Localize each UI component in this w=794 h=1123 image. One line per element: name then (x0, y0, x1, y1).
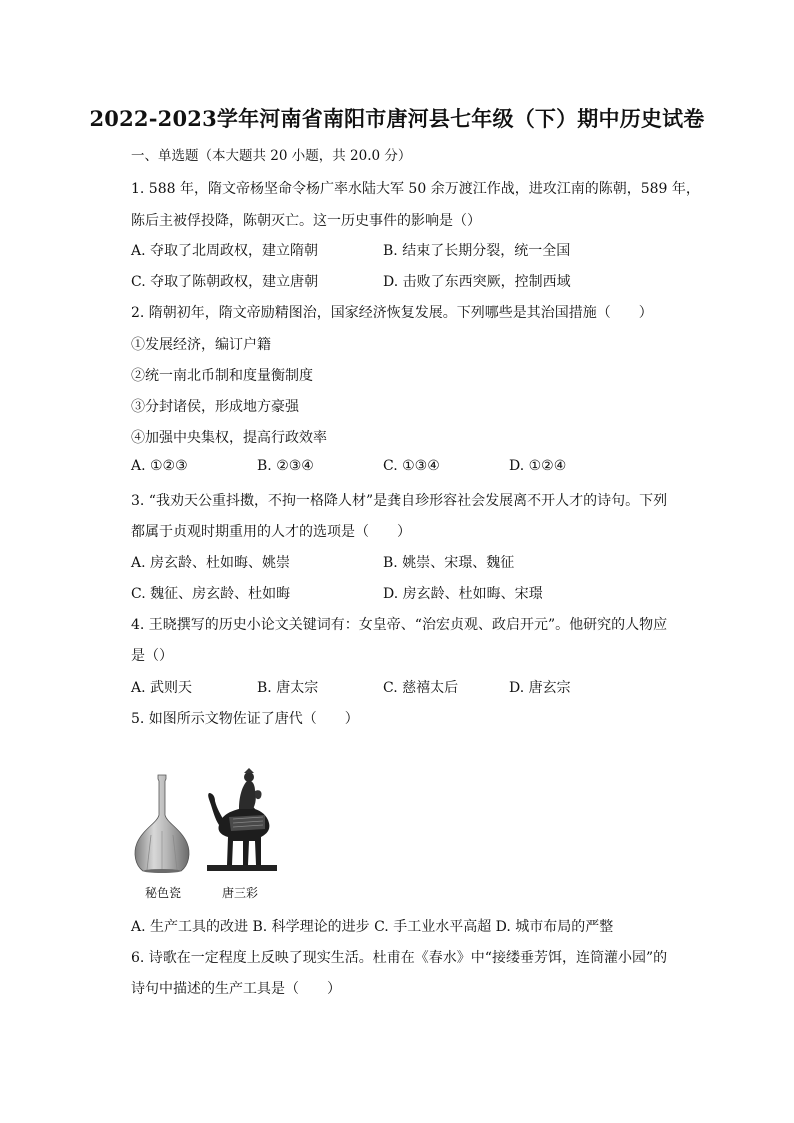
q2-item-1: ①发展经济，编订户籍 (131, 337, 271, 353)
q4-option-a: A. 武则天 (131, 680, 193, 696)
q3-stem-line1: 3. “我劝天公重抖擞，不拘一格降人材”是龚自珍形容社会发展离不开人才的诗句。下列 (131, 493, 668, 509)
q1-stem-line2: 陈后主被俘投降，陈朝灭亡。这一历史事件的影响是（） (131, 213, 481, 229)
q4-option-c: C. 慈禧太后 (383, 680, 459, 696)
q3-option-d: D. 房玄龄、杜如晦、宋璟 (383, 586, 543, 602)
q5-stem-line1: 5. 如图所示文物佐证了唐代（ ） (131, 711, 359, 727)
section-heading: 一、单选题（本大题共 20 小题，共 20.0 分） (131, 148, 412, 164)
exam-title: 2022-2023学年河南省南阳市唐河县七年级（下）期中历史试卷 (89, 106, 705, 131)
q6-stem-line2: 诗句中描述的生产工具是（ ） (131, 981, 341, 997)
q2-option-a: A. ①②③ (131, 458, 188, 474)
q4-option-b: B. 唐太宗 (257, 680, 319, 696)
q2-option-c: C. ①③④ (383, 458, 440, 474)
q1-option-c: C. 夺取了陈朝政权，建立唐朝 (131, 274, 319, 290)
q4-stem-line2: 是（） (131, 648, 173, 664)
caption-tang-sancai: 唐三彩 (222, 886, 259, 900)
q3-option-c: C. 魏征、房玄龄、杜如晦 (131, 586, 291, 602)
q3-option-a: A. 房玄龄、杜如晦、姚崇 (131, 555, 291, 571)
artifact-figure (131, 765, 301, 905)
q2-item-2: ②统一南北币制和度量衡制度 (131, 368, 313, 384)
q1-option-d: D. 击败了东西突厥，控制西域 (383, 274, 571, 290)
q2-option-b: B. ②③④ (257, 458, 314, 474)
q6-stem-line1: 6. 诗歌在一定程度上反映了现实生活。杜甫在《春水》中“接缕垂芳饵，连筒灌小园”的 (131, 950, 668, 966)
q1-option-b: B. 结束了长期分裂，统一全国 (383, 243, 571, 259)
q5-options: A. 生产工具的改进 B. 科学理论的进步 C. 手工业水平高超 D. 城市布局的严整 (131, 919, 614, 935)
q1-option-a: A. 夺取了北周政权，建立隋朝 (131, 243, 319, 259)
celadon-vase-image (131, 773, 193, 875)
q4-stem-line1: 4. 王晓撰写的历史小论文关键词有：女皇帝、“治宏贞观、政启开元”。他研究的人物应 (131, 617, 668, 633)
q2-item-3: ③分封诸侯，形成地方豪强 (131, 399, 299, 415)
q4-option-d: D. 唐玄宗 (509, 680, 571, 696)
q1-stem-line1: 1. 588 年，隋文帝杨坚命令杨广率水陆大军 50 余万渡江作战，进攻江南的陈朝，589 年， (131, 181, 700, 197)
q3-option-b: B. 姚崇、宋璟、魏征 (383, 555, 515, 571)
q2-stem-line1: 2. 隋朝初年，隋文帝励精图治，国家经济恢复发展。下列哪些是其治国措施（ ） (131, 305, 653, 321)
q3-stem-line2: 都属于贞观时期重用的人才的选项是（ ） (131, 524, 411, 540)
tang-sancai-camel-image (203, 765, 283, 875)
q2-option-d: D. ①②④ (509, 458, 567, 474)
caption-celadon: 秘色瓷 (145, 886, 182, 900)
q2-item-4: ④加强中央集权，提高行政效率 (131, 430, 327, 446)
